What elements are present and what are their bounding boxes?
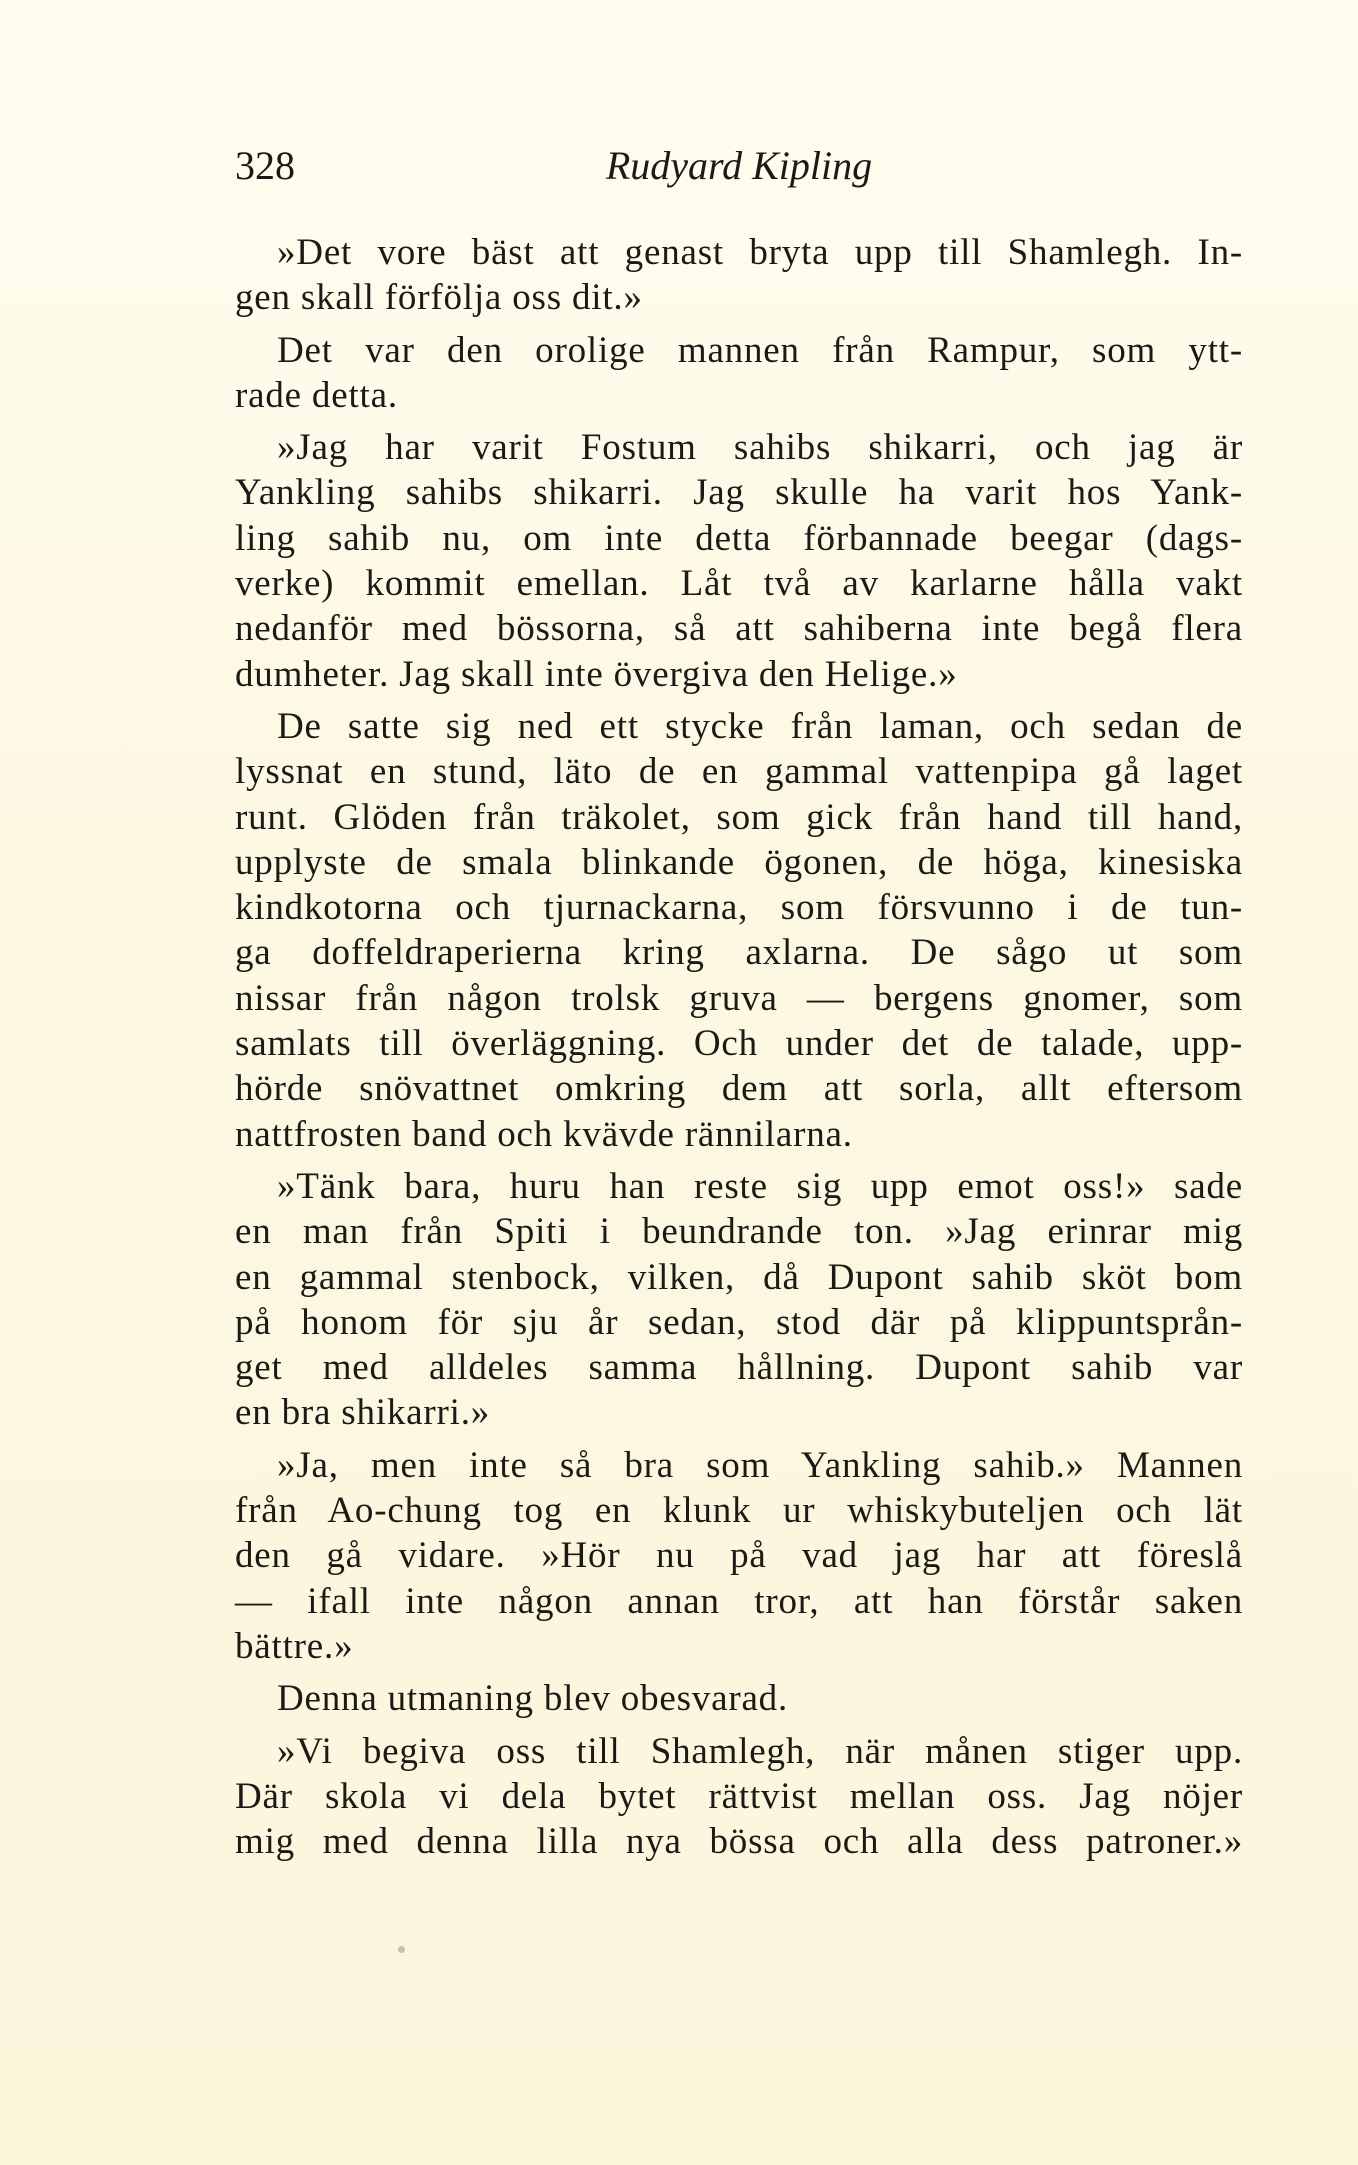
text-line: en bra shikarri.» bbox=[235, 1392, 491, 1434]
text-line: »Det vore bäst att genast bryta upp till Shamlegh. In- bbox=[277, 232, 1243, 273]
text-line: en gammal stenbock, vilken, då Dupont sahib sköt bom bbox=[235, 1256, 1243, 1298]
body-text bbox=[235, 230, 1243, 1864]
text-line: mig med denna lilla nya bössa och alla dess patroner.» bbox=[235, 1821, 1243, 1863]
paragraph bbox=[235, 1676, 1243, 1721]
text-line: ling sahib nu, om inte detta förbannade beegar (dags- bbox=[235, 517, 1243, 559]
text-line: dumheter. Jag skall inte övergiva den Helige.» bbox=[235, 653, 958, 695]
paragraph bbox=[235, 425, 1243, 697]
text-line: upplyste de smala blinkande ögonen, de höga, kinesiska bbox=[235, 841, 1243, 883]
text-line: nedanför med bössorna, så att sahiberna inte begå flera bbox=[235, 608, 1243, 650]
ink-speck bbox=[398, 1946, 405, 1953]
text-line: hörde snövattnet omkring dem att sorla, allt eftersom bbox=[235, 1068, 1243, 1110]
page-header bbox=[235, 142, 1243, 192]
text-line: nattfrosten band och kvävde rännilarna. bbox=[235, 1113, 853, 1155]
paragraph bbox=[235, 328, 1243, 419]
text-line: samlats till överläggning. Och under det de talade, upp- bbox=[235, 1023, 1243, 1065]
text-line: gen skall förfölja oss dit.» bbox=[235, 277, 643, 319]
text-line: runt. Glöden från träkolet, som gick från hand till hand, bbox=[235, 796, 1243, 838]
text-line: nissar från någon trolsk gruva — bergens gnomer, som bbox=[235, 977, 1243, 1019]
text-line: rade detta. bbox=[235, 374, 398, 416]
text-line: — ifall inte någon annan tror, att han förstår saken bbox=[235, 1580, 1243, 1622]
text-line: »Vi begiva oss till Shamlegh, när månen stiger upp. bbox=[277, 1730, 1243, 1772]
text-line: »Jag har varit Fostum sahibs shikarri, och jag är bbox=[277, 427, 1243, 469]
paragraph bbox=[235, 704, 1243, 1157]
text-line: De satte sig ned ett stycke från laman, och sedan de bbox=[277, 705, 1243, 747]
text-line: »Ja, men inte så bra som Yankling sahib.» Mannen bbox=[277, 1444, 1243, 1486]
text-line: verke) kommit emellan. Låt två av karlarne hålla vakt bbox=[235, 563, 1243, 605]
page-number: 328 bbox=[235, 143, 295, 188]
text-line: den gå vidare. »Hör nu på vad jag har att föreslå bbox=[235, 1535, 1243, 1577]
text-line: en man från Spiti i beundrande ton. »Jag erinrar mig bbox=[235, 1211, 1243, 1253]
text-line: Denna utmaning blev obesvarad. bbox=[277, 1678, 789, 1720]
text-line: Yankling sahibs shikarri. Jag skulle ha varit hos Yank- bbox=[235, 472, 1243, 514]
running-title: Rudyard Kipling bbox=[605, 143, 873, 188]
text-line: ga doffeldraperierna kring axlarna. De sågo ut som bbox=[235, 932, 1243, 974]
paragraph bbox=[235, 1443, 1243, 1669]
text-line: bättre.» bbox=[235, 1625, 354, 1667]
paragraph bbox=[235, 1164, 1243, 1436]
paragraph bbox=[235, 1729, 1243, 1865]
text-line: lyssnat en stund, läto de en gammal vattenpipa gå laget bbox=[235, 751, 1243, 793]
text-line: från Ao-chung tog en klunk ur whiskybuteljen och lät bbox=[235, 1490, 1243, 1532]
text-line: på honom för sju år sedan, stod där på klippuntsprån- bbox=[235, 1301, 1243, 1343]
paragraph bbox=[235, 230, 1243, 321]
text-line: »Tänk bara, huru han reste sig upp emot oss!» sade bbox=[277, 1165, 1243, 1207]
text-line: get med alldeles samma hållning. Dupont sahib var bbox=[235, 1347, 1243, 1389]
text-line: Det var den orolige mannen från Rampur, som ytt- bbox=[277, 329, 1243, 371]
text-line: Där skola vi dela bytet rättvist mellan oss. Jag nöjer bbox=[235, 1775, 1243, 1817]
text-line: kindkotorna och tjurnackarna, som försvunno i de tun- bbox=[235, 887, 1243, 929]
